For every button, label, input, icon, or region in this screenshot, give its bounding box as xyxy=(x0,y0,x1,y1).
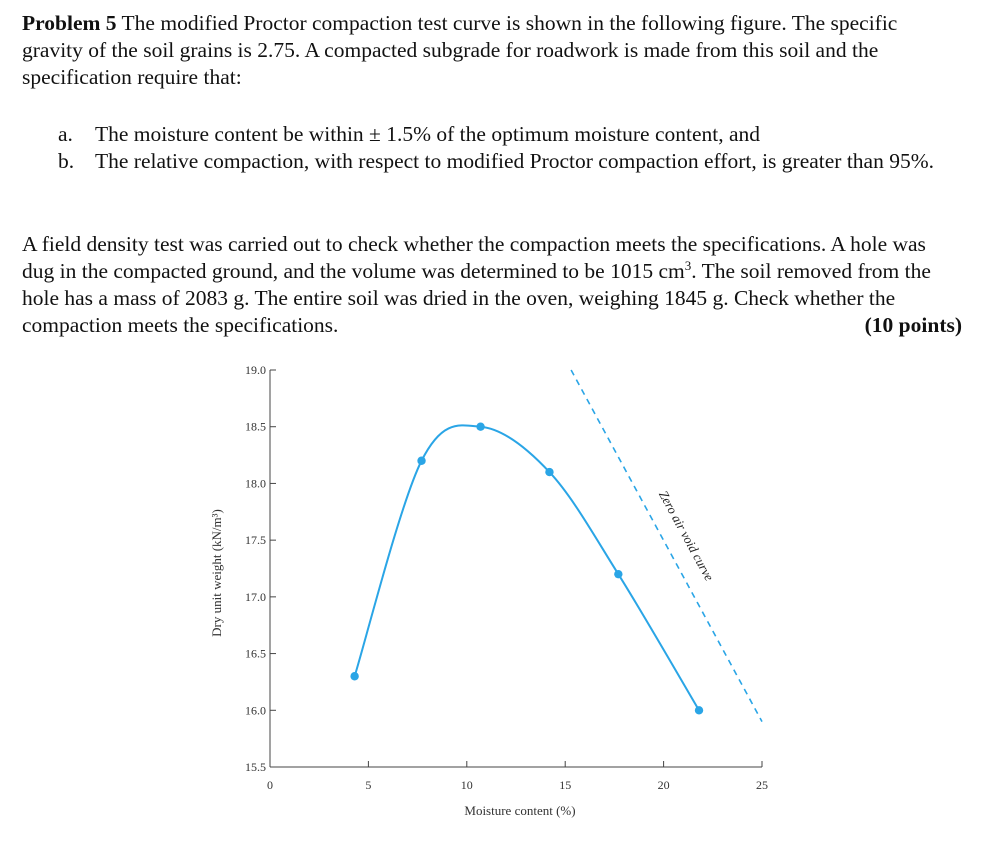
y-tick-label: 15.5 xyxy=(245,760,266,774)
points-label: (10 points) xyxy=(864,313,962,337)
requirement-text: The relative compaction, with respect to modified Proctor compaction effort, is greater than 95%. xyxy=(95,149,935,173)
problem-intro-text: The modified Proctor compaction test curve is shown in the following figure. The specific gravity of the soil grains is 2.75. A compacted subgrade for roadwork is made from this soil and the specification require that: xyxy=(22,11,898,89)
data-point xyxy=(476,423,484,431)
zero-air-void-label: Zero air void curve xyxy=(656,488,718,584)
x-tick-label: 20 xyxy=(657,778,670,792)
field-test-text-2: . The soil removed from the hole has a mass of 2083 g. The entire soil was dried in the oven, weighing 1845 g. Check whether the compaction meets the specifications. xyxy=(22,259,931,337)
y-tick-label: 16.5 xyxy=(245,646,266,661)
field-test-text-1: A field density test was carried out to check whether the compaction meets the specifications. A hole was dug in the compacted ground, and the volume was determined to be 1015 cm xyxy=(22,232,926,283)
x-tick-label: 0 xyxy=(267,778,273,792)
y-axis-title: Dry unit weight (kN/m³) xyxy=(209,509,224,637)
data-point xyxy=(417,457,425,465)
x-tick-label: 25 xyxy=(756,778,768,792)
y-tick-label: 18.0 xyxy=(245,476,266,491)
y-tick-label: 17.5 xyxy=(245,533,266,548)
data-point xyxy=(614,570,622,578)
x-axis-title: Moisture content (%) xyxy=(464,803,576,818)
data-point xyxy=(695,706,703,714)
x-tick-label: 10 xyxy=(460,778,473,792)
requirement-marker: b. xyxy=(58,149,75,173)
y-tick-label: 19.0 xyxy=(245,363,266,377)
compaction-curve-line xyxy=(355,425,699,710)
y-tick-label: 16.0 xyxy=(245,703,266,718)
requirement-text: The moisture content be within ± 1.5% of the optimum moisture content, and xyxy=(95,122,761,146)
requirement-marker: a. xyxy=(58,122,73,146)
x-tick-label: 5 xyxy=(365,778,372,792)
y-axis xyxy=(245,363,276,774)
x-axis xyxy=(267,761,768,792)
compaction-series xyxy=(350,423,703,715)
y-tick-label: 17.0 xyxy=(245,589,266,604)
data-point xyxy=(350,672,358,680)
y-tick-label: 18.5 xyxy=(245,419,266,434)
data-point xyxy=(545,468,553,476)
x-tick-label: 15 xyxy=(559,778,572,792)
problem-label: Problem 5 xyxy=(22,11,117,35)
unit-exponent: 3 xyxy=(684,258,692,273)
